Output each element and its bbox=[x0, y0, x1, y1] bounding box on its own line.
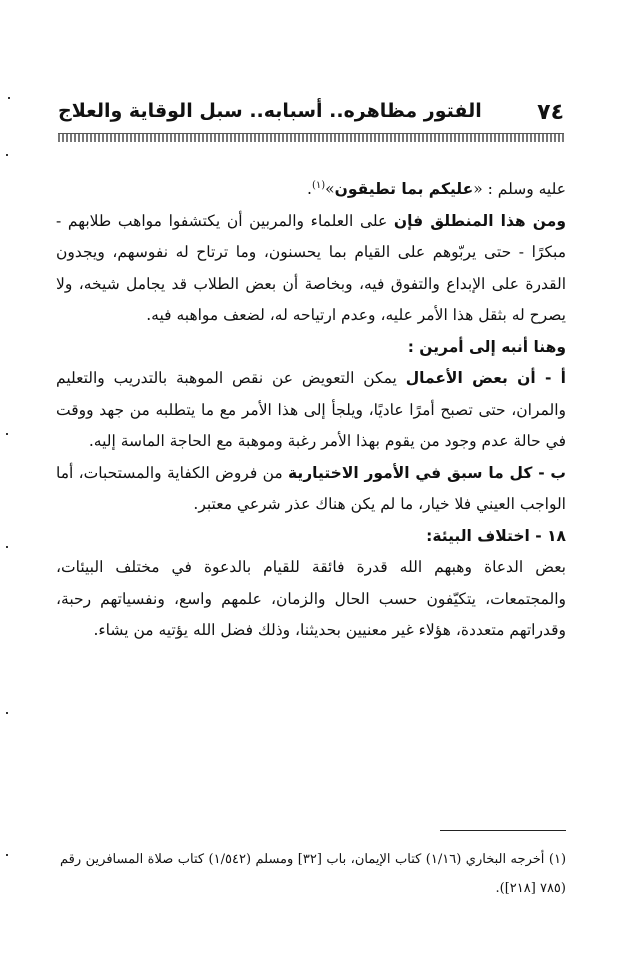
running-title: الفتور مظاهره.. أسبابه.. سبل الوقاية والعلاج bbox=[58, 100, 482, 122]
margin-speck bbox=[6, 712, 8, 714]
paragraph-3-heading: وهنا أنبه إلى أمرين : bbox=[407, 337, 566, 356]
footnote-rule bbox=[440, 830, 566, 831]
margin-speck bbox=[8, 97, 10, 99]
paragraph-6 bbox=[56, 521, 566, 553]
body-text bbox=[56, 174, 566, 647]
paragraph-7-text: بعض الدعاة وهبهم الله قدرة فائقة للقيام بالدعوة في مختلف البيئات، والمجتمعات، يتكيّفون حسب الحال والزمان، علمهم واسع، ونفسياتهم رحبة، وقدراتهم متعددة، هؤلاء غير معنيين بحديثنا، وذلك فضل الله يؤتيه من يشاء. bbox=[56, 558, 566, 639]
footnote bbox=[60, 845, 566, 903]
point-b-text: من فروض الكفاية والمستحبات، أما الواجب العيني فلا خيار، ما لم يكن هناك عذر شرعي معتبر. bbox=[56, 463, 566, 513]
paragraph-1-text-d: . bbox=[307, 180, 312, 198]
paragraph-4 bbox=[56, 363, 566, 458]
paragraph-3 bbox=[56, 332, 566, 364]
point-b-lead: ب - كل ما سبق في الأمور الاختيارية bbox=[288, 463, 567, 482]
header-rule bbox=[58, 133, 564, 142]
paragraph-1 bbox=[56, 174, 566, 206]
point-a-text: يمكن التعويض عن نقص الموهبة بالتدريب والتعليم والمران، حتى تصبح أمرًا عاديًا، ويلجأ إلى هذا الأمر مع ما يتطلبه من جهد ووقت في حالة عدم وجود من يقوم بهذا الأمر رغبة وموهبة مع الحاجة الماسة إليه. bbox=[56, 369, 566, 450]
paragraph-2-text: على العلماء والمربين أن يكتشفوا مواهب طلابهم - مبكرًا - حتى يربّوهم على القيام بما يحسنون، وما ترتاح له نفوسهم، ويجدون القدرة على الإبداع والتفوق فيه، وبخاصة أن بعض الطلاب قد يجامل شيخه، ولا يصرح له بثقل هذا الأمر عليه، وعدم ارتياحه له، لضعف مواهبه فيه. bbox=[56, 211, 566, 324]
margin-speck bbox=[6, 854, 8, 856]
page-number: ٧٤ bbox=[537, 100, 564, 125]
margin-speck bbox=[6, 546, 8, 548]
hadith-quote: عليكم بما تطيقون bbox=[334, 180, 474, 198]
section-heading-18: ١٨ - اختلاف البيئة: bbox=[426, 526, 566, 545]
paragraph-7 bbox=[56, 552, 566, 647]
paragraph-2-lead: ومن هذا المنطلق فإن bbox=[393, 211, 566, 230]
footnote-1: (١) أخرجه البخاري (١/١٦) كتاب الإيمان، باب [٣٢] ومسلم (١/٥٤٢) كتاب صلاة المسافرين رقم (٧٨٥ [٢١٨]). bbox=[60, 852, 567, 896]
paragraph-1-text-c: » bbox=[325, 180, 335, 198]
paragraph-1-text-a: عليه وسلم : « bbox=[473, 180, 566, 198]
point-a-lead: أ - أن بعض الأعمال bbox=[405, 369, 566, 387]
footnote-marker: (١) bbox=[311, 179, 326, 191]
paragraph-5 bbox=[56, 458, 566, 521]
margin-speck bbox=[6, 433, 8, 435]
page-header bbox=[58, 100, 564, 130]
paragraph-2 bbox=[56, 206, 566, 332]
margin-speck bbox=[6, 154, 8, 156]
